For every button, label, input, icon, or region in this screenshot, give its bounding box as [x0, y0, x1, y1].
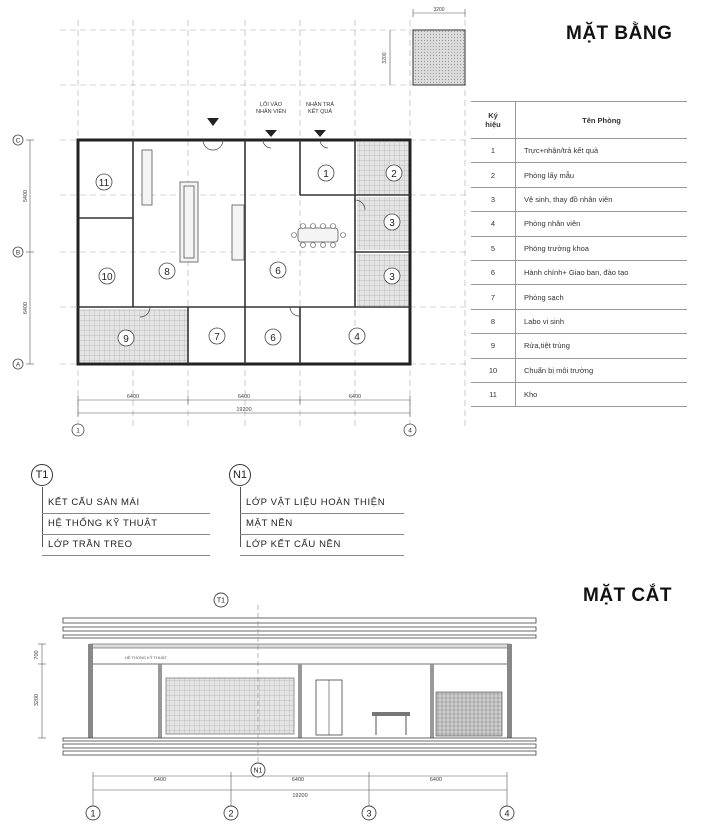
dim-plan-bay-2: 6400: [237, 394, 251, 400]
room-8: 8: [164, 267, 170, 278]
legend-row: [471, 236, 687, 260]
legend-id: 5: [471, 236, 516, 260]
legend-name: Rửa,tiệt trùng: [516, 334, 688, 358]
legend-row: [471, 260, 687, 284]
legend-row: [471, 285, 687, 309]
t1-layer: KẾT CẤU SÀN MÁI: [42, 493, 210, 514]
section-marker-t1: T1: [216, 597, 226, 605]
section-drawing: [63, 605, 536, 775]
room-3b: 3: [389, 272, 395, 283]
entry-staff-line1: LỐI VÀO: [259, 102, 283, 108]
dim-ba: 6400: [23, 301, 29, 315]
dim-plan-total: 19200: [236, 407, 252, 413]
dim-section-total: 19200: [292, 793, 308, 799]
legend-id: 8: [471, 309, 516, 333]
n1-layer: LỚP VẬT LIỆU HOÀN THIỆN: [240, 493, 404, 514]
room-9: 9: [123, 334, 129, 345]
room-11: 11: [98, 178, 110, 189]
dim-section-bay-3: 6400: [429, 777, 443, 783]
legend-id: 7: [471, 285, 516, 309]
legend-name: Hành chính+ Giao ban, đào tạo: [516, 260, 688, 284]
legend-name: Chuẩn bị môi trường: [516, 358, 688, 382]
axis-4: 4: [408, 427, 412, 435]
entry-result-line1: NHẬN TRẢ: [305, 102, 335, 108]
small-box: [413, 30, 465, 85]
section-title: MẶT CẮT: [583, 585, 672, 606]
room-7: 7: [214, 332, 220, 343]
plan-title: MẶT BẰNG: [566, 23, 673, 44]
legend-id: 6: [471, 260, 516, 284]
t1-layer-list: [42, 493, 210, 556]
legend-row: [471, 309, 687, 333]
n1-layer: MẶT NỀN: [240, 514, 404, 535]
section-axis-1: 1: [90, 808, 96, 819]
entry-result-line2: KẾT QUẢ: [307, 109, 333, 115]
room-10: 10: [101, 272, 113, 283]
room-3a: 3: [389, 218, 395, 229]
dim-plan-bay-3: 6400: [348, 394, 362, 400]
legend-name: Phòng trưởng khoa: [516, 236, 688, 260]
legend-row: [471, 139, 687, 163]
section-axis-4: 4: [504, 808, 510, 819]
plan-building: [78, 101, 410, 364]
dim-section-top: 700: [34, 650, 40, 660]
axis-c: C: [15, 137, 21, 145]
t1-tag: T1: [31, 464, 53, 486]
small-box-height: 3200: [382, 52, 388, 64]
small-box-width: 3200: [433, 7, 445, 13]
legend-row: [471, 163, 687, 187]
dim-section-bay-2: 6400: [291, 777, 305, 783]
section-axis-3: 3: [366, 808, 372, 819]
legend-id: 9: [471, 334, 516, 358]
dim-plan-bay-1: 6400: [126, 394, 140, 400]
legend-head-symbol: [471, 102, 516, 139]
legend-row: [471, 334, 687, 358]
legend-head-name: Tên Phòng: [516, 102, 688, 139]
legend-id: 11: [471, 382, 516, 406]
room-1: 1: [323, 169, 329, 180]
n1-tag: N1: [229, 464, 251, 486]
room-legend: [471, 101, 687, 407]
n1-layer: LỚP KẾT CẤU NỀN: [240, 535, 404, 556]
t1-layer: LỚP TRẦN TREO: [42, 535, 210, 556]
legend-name: Phòng lấy mẫu: [516, 163, 688, 187]
legend-name: Trực+nhận/trả kết quả: [516, 139, 688, 163]
entry-staff-line2: NHÂN VIÊN: [256, 109, 286, 115]
room-5: 6: [270, 333, 276, 344]
legend-row: [471, 358, 687, 382]
legend-id: 4: [471, 212, 516, 236]
legend-name: Labo vi sinh: [516, 309, 688, 333]
room-6: 6: [275, 266, 281, 277]
dim-section-bay-1: 6400: [153, 777, 167, 783]
dim-section-height: 3200: [34, 693, 40, 707]
axis-b: B: [15, 249, 21, 257]
axis-1: 1: [76, 427, 80, 435]
legend-head-symbol-1: Ký: [488, 111, 498, 120]
legend-id: 1: [471, 139, 516, 163]
legend-id: 2: [471, 163, 516, 187]
legend-row: [471, 187, 687, 211]
legend-name: Phòng sạch: [516, 285, 688, 309]
room-2: 2: [391, 169, 397, 180]
section-marker-n1: N1: [253, 767, 263, 775]
legend-head-symbol-2: hiệu: [485, 120, 501, 129]
legend-id: 10: [471, 358, 516, 382]
legend-row: [471, 212, 687, 236]
n1-layer-list: [240, 493, 404, 556]
axis-a: A: [15, 361, 21, 369]
legend-name: Vệ sinh, thay đồ nhân viên: [516, 187, 688, 211]
room-4: 4: [354, 332, 360, 343]
dim-cb: 5400: [23, 189, 29, 203]
ceiling-note: HỆ THỐNG KỸ THUẬT: [125, 655, 167, 660]
legend-row: [471, 382, 687, 406]
legend-name: Phòng nhân viên: [516, 212, 688, 236]
section-axis-2: 2: [228, 808, 234, 819]
legend-id: 3: [471, 187, 516, 211]
t1-layer: HỆ THỐNG KỸ THUẬT: [42, 514, 210, 535]
legend-name: Kho: [516, 382, 688, 406]
